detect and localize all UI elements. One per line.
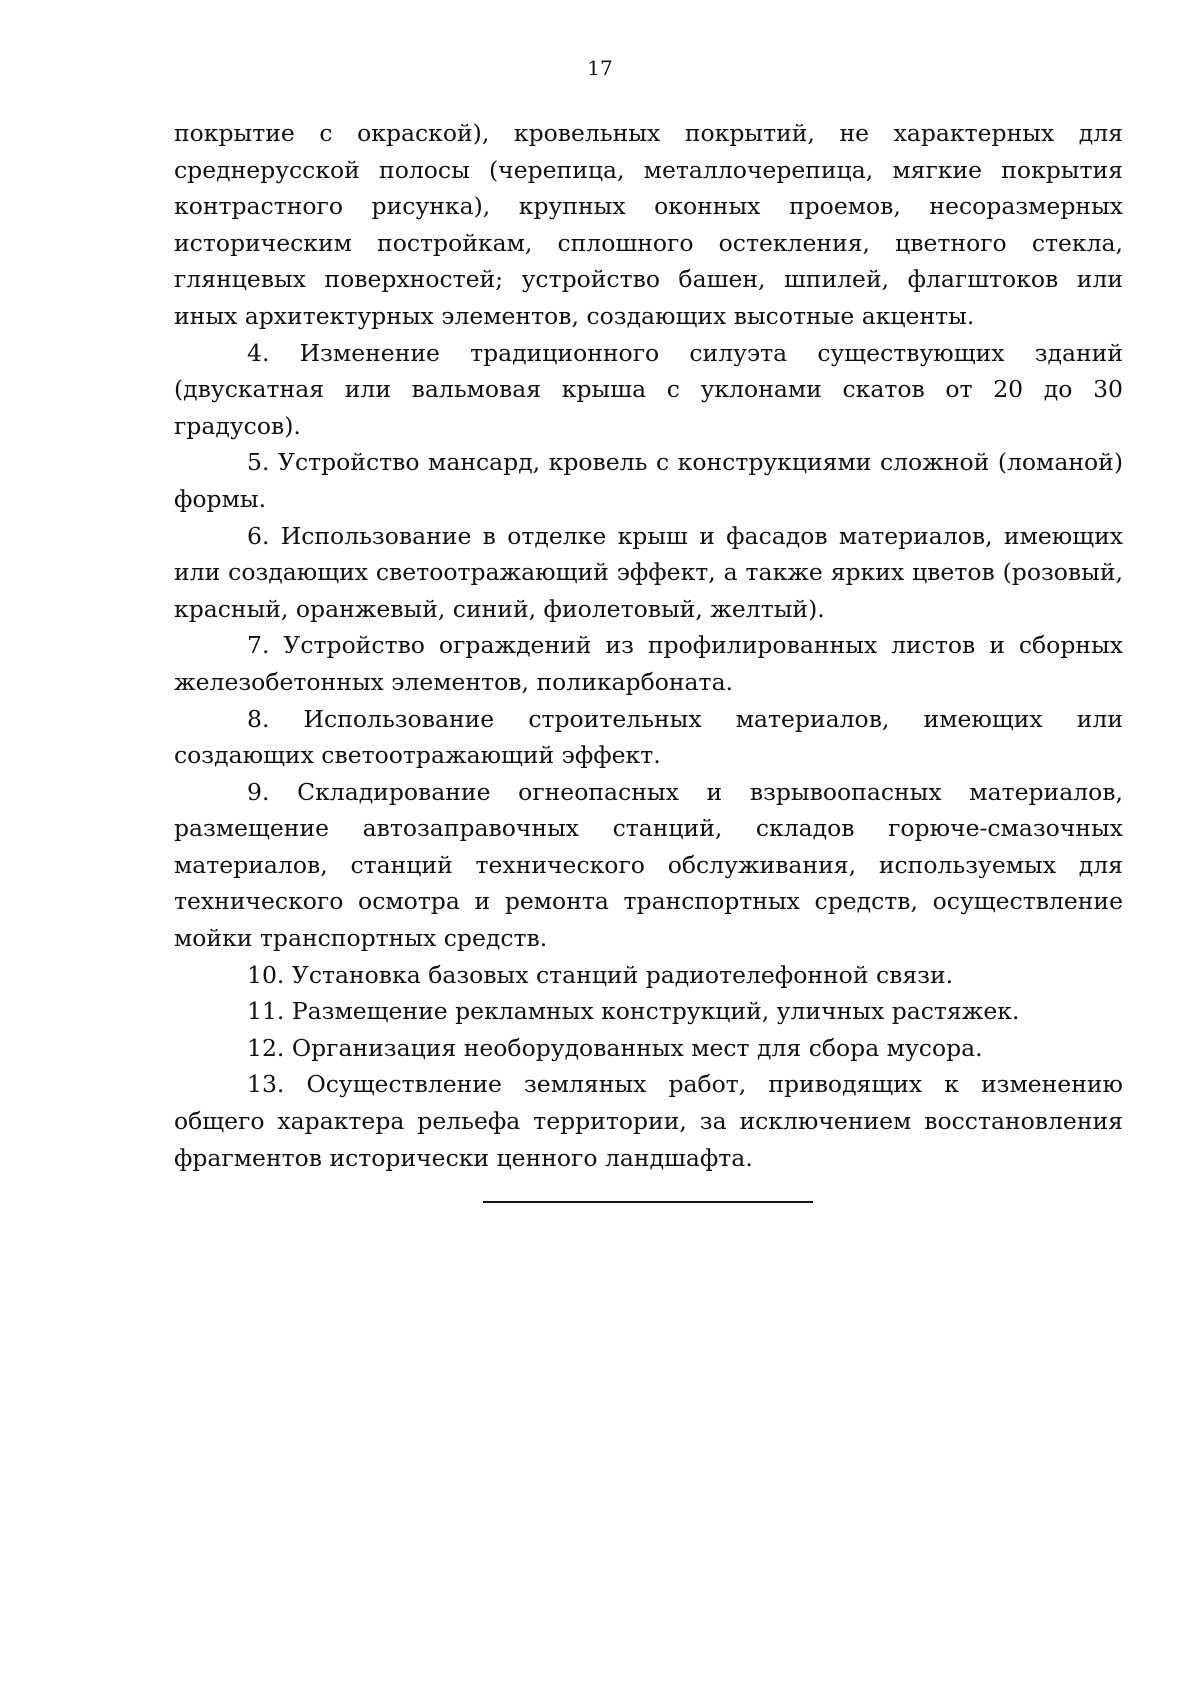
list-item-12: 12. Организация необорудованных мест для сбора мусора. — [247, 1033, 983, 1062]
list-item-8: 8. Использование строительных материалов, имеющих или создающих светоотражающий эффект. — [174, 704, 1123, 770]
list-item-11: 11. Размещение рекламных конструкций, уличных растяжек. — [247, 997, 1020, 1026]
page-number: 17 — [587, 56, 613, 80]
list-item-13: 13. Осуществление земляных работ, приводящих к изменению общего характера рельефа территории, за исключением восстановления фрагментов исторически ценного ландшафта. — [174, 1070, 1123, 1172]
list-item-9: 9. Складирование огнеопасных и взрывоопасных материалов, размещение автозаправочных станций, складов горюче-смазочных материалов, станций технического обслуживания, используемых для технического осмотра и ремонта транспортных средств, осуществление мойки транспортных средств. — [174, 777, 1123, 953]
list-item-10: 10. Установка базовых станций радиотелефонной связи. — [247, 960, 954, 989]
list-item-6: 6. Использование в отделке крыш и фасадов материалов, имеющих или создающих светоотражающий эффект, а также ярких цветов (розовый, красный, оранжевый, синий, фиолетовый, желтый). — [174, 521, 1123, 623]
document-body — [174, 115, 1123, 1176]
paragraph-continuation: покрытие с окраской), кровельных покрытий, не характерных для среднерусской полосы (черепица, металлочерепица, мягкие покрытия контрастного рисунка), крупных оконных проемов, несоразмерных историческим постройкам, сплошного остекления, цветного стекла, глянцевых поверхностей; устройство башен, шпилей, флагштоков или иных архитектурных элементов, создающих высотные акценты. — [174, 119, 1123, 330]
list-item-7: 7. Устройство ограждений из профилированных листов и сборных железобетонных элементов, поликарбоната. — [174, 631, 1123, 696]
list-item-4: 4. Изменение традиционного силуэта существующих зданий (двускатная или вальмовая крыша с уклонами скатов от 20 до 30 градусов). — [174, 338, 1123, 440]
end-of-document-rule — [483, 1201, 813, 1203]
list-item-5: 5. Устройство мансард, кровель с конструкциями сложной (ломаной) формы. — [174, 448, 1123, 513]
